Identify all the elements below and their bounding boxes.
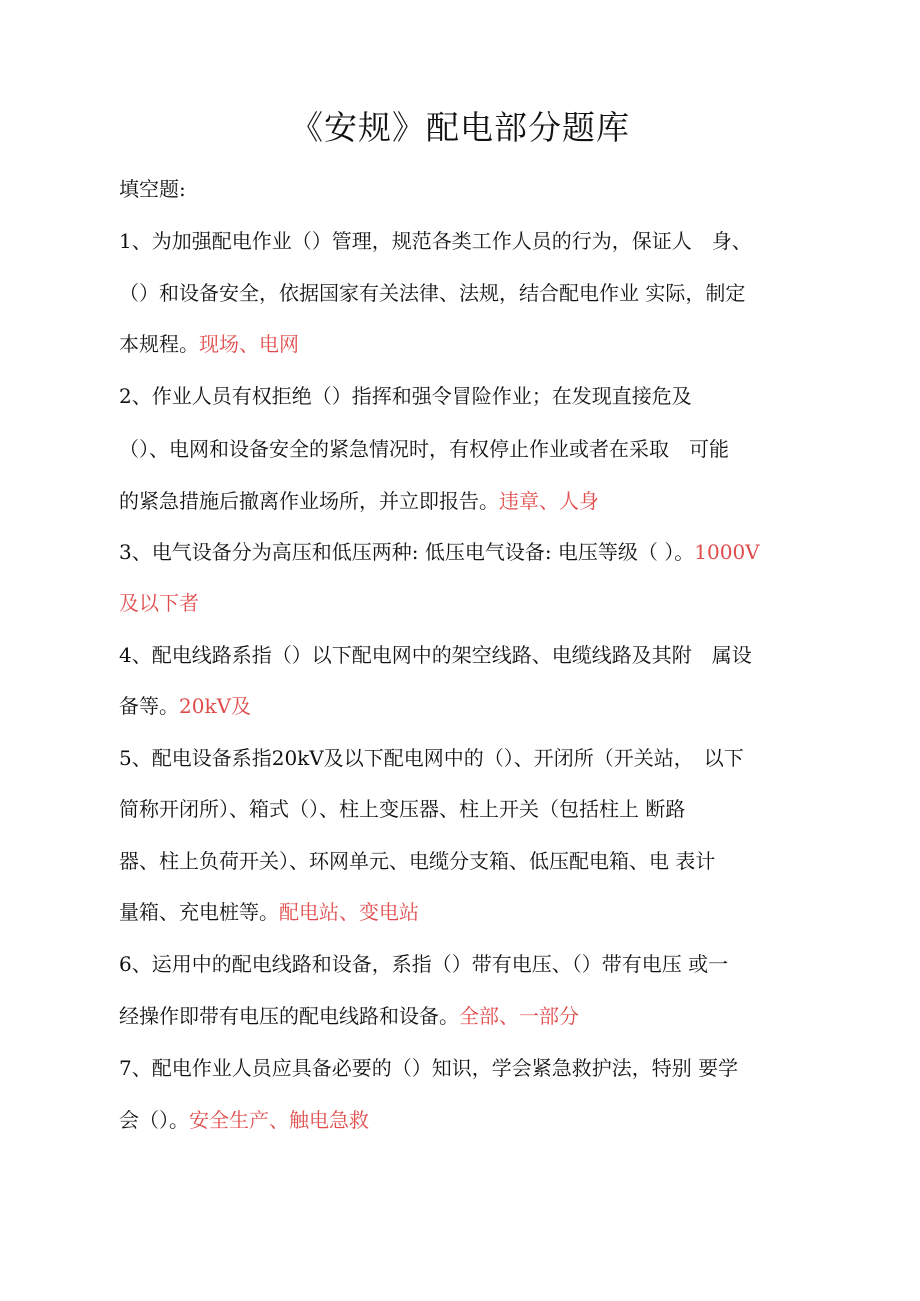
question-4-answer: 20kV及 — [179, 694, 252, 718]
question-6-line-2 — [119, 1002, 579, 1030]
question-3-answer-part-2: 及以下者 — [119, 591, 199, 615]
question-7-text: 会（）。 — [119, 1108, 189, 1132]
question-7-line-2 — [119, 1106, 369, 1134]
question-5-line-1: 5、配电设备系指20kV及以下配电网中的（）、开闭所（开关站， 以下 — [119, 746, 744, 770]
question-2-line-3 — [119, 487, 599, 515]
section-label: 填空题: — [119, 177, 186, 201]
question-4-line-2 — [119, 692, 251, 720]
question-6-line-1: 6、运用中的配电线路和设备，系指（）带有电压、（）带有电压 或一 — [119, 952, 729, 976]
question-7-line-1: 7、配电作业人员应具备必要的（）知识，学会紧急救护法，特别 要学 — [119, 1056, 739, 1080]
question-4-text: 备等。 — [119, 694, 179, 718]
question-2-answer: 违章、人身 — [499, 489, 599, 513]
question-3-answer-part-1: 1000V — [694, 540, 760, 564]
question-3-text: 3、电气设备分为高压和低压两种: 低压电气设备: 电压等级（ ）。 — [119, 540, 695, 564]
question-1-line-3 — [119, 330, 299, 358]
question-5-line-3: 器、柱上负荷开关）、环网单元、电缆分支箱、低压配电箱、电 表计 — [119, 849, 716, 873]
question-6-answer: 全部、一部分 — [459, 1004, 579, 1028]
question-1-answer: 现场、电网 — [199, 332, 299, 356]
question-1-text: 本规程。 — [119, 332, 199, 356]
question-3-line-1 — [119, 538, 760, 566]
question-4-line-1: 4、配电线路系指（）以下配电网中的架空线路、电缆线路及其附 属设 — [119, 643, 752, 667]
question-5-line-2: 简称开闭所）、箱式（）、柱上变压器、柱上开关（包括柱上 断路 — [119, 797, 686, 821]
question-2-line-1: 2、作业人员有权拒绝（）指挥和强令冒险作业；在发现直接危及 — [119, 384, 692, 408]
question-6-text: 经操作即带有电压的配电线路和设备。 — [119, 1004, 459, 1028]
question-7-answer: 安全生产、触电急救 — [189, 1108, 369, 1132]
question-2-line-2: （）、电网和设备安全的紧急情况时，有权停止作业或者在采取 可能 — [119, 437, 729, 461]
question-5-line-4 — [119, 898, 419, 926]
question-1-line-2: （）和设备安全，依据国家有关法律、法规，结合配电作业 实际，制定 — [119, 281, 746, 305]
question-1-line-1: 1、为加强配电作业（）管理，规范各类工作人员的行为，保证人 身、 — [119, 229, 752, 253]
question-2-text: 的紧急措施后撤离作业场所，并立即报告。 — [119, 489, 499, 513]
question-5-text: 量箱、充电桩等。 — [119, 900, 279, 924]
document-title: 《安规》配电部分题库 — [290, 108, 630, 147]
question-5-answer: 配电站、变电站 — [279, 900, 419, 924]
